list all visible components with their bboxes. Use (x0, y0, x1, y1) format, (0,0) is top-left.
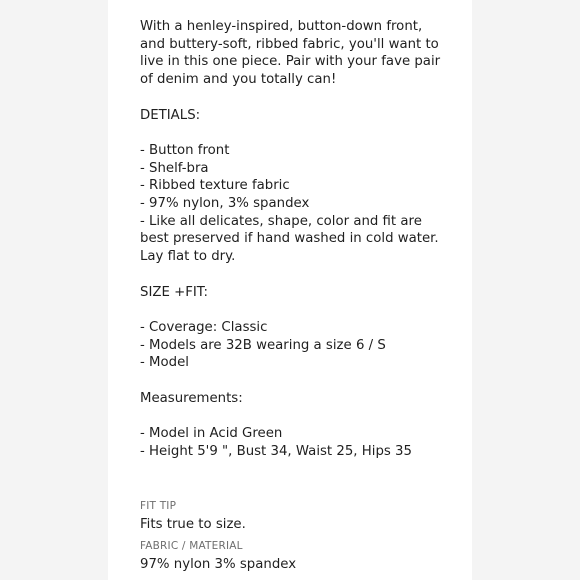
measurements-list (140, 425, 440, 460)
intro-line: and buttery-soft, ribbed fabric, you'll want to (140, 36, 439, 52)
fabric-section (140, 539, 440, 574)
details-item: - 97% nylon, 3% spandex (140, 196, 310, 211)
intro-line: live in this one piece. Pair with your fave pair (140, 54, 441, 70)
size-fit-item: - Coverage: Classic (140, 319, 268, 335)
size-fit-list (140, 319, 440, 372)
details-item: - Like all delicates, shape, color and fit are (140, 213, 422, 229)
details-item: best preserved if hand washed in cold water. (140, 231, 439, 247)
details-item: - Shelf-bra (140, 160, 209, 176)
fabric-label: FABRIC / MATERIAL (140, 540, 243, 552)
fit-tip-section (140, 499, 440, 534)
fit-tip-label: FIT TIP (140, 500, 177, 512)
details-item: Lay flat to dry. (140, 249, 236, 265)
intro-line: of denim and you totally can! (140, 72, 337, 88)
details-heading: DETIALS: (140, 107, 201, 123)
size-fit-heading: SIZE +FIT: (140, 284, 208, 300)
details-item: - Button front (140, 142, 230, 158)
size-fit-item: - Model (140, 355, 189, 371)
measurements-item: - Height 5'9 ", Bust 34, Waist 25, Hips 35 (140, 443, 412, 459)
measurements-heading: Measurements: (140, 390, 243, 406)
measurements-item: - Model in Acid Green (140, 426, 283, 442)
fabric-value: 97% nylon 3% spandex (140, 557, 297, 572)
details-item: - Ribbed texture fabric (140, 178, 290, 194)
size-fit-item: - Models are 32B wearing a size 6 / S (140, 337, 386, 353)
intro-paragraph (140, 18, 440, 89)
details-list (140, 142, 440, 266)
fit-tip-value: Fits true to size. (140, 517, 246, 532)
product-description-panel (108, 0, 472, 580)
description-text (140, 18, 440, 460)
intro-line: With a henley-inspired, button-down front, (140, 19, 423, 34)
